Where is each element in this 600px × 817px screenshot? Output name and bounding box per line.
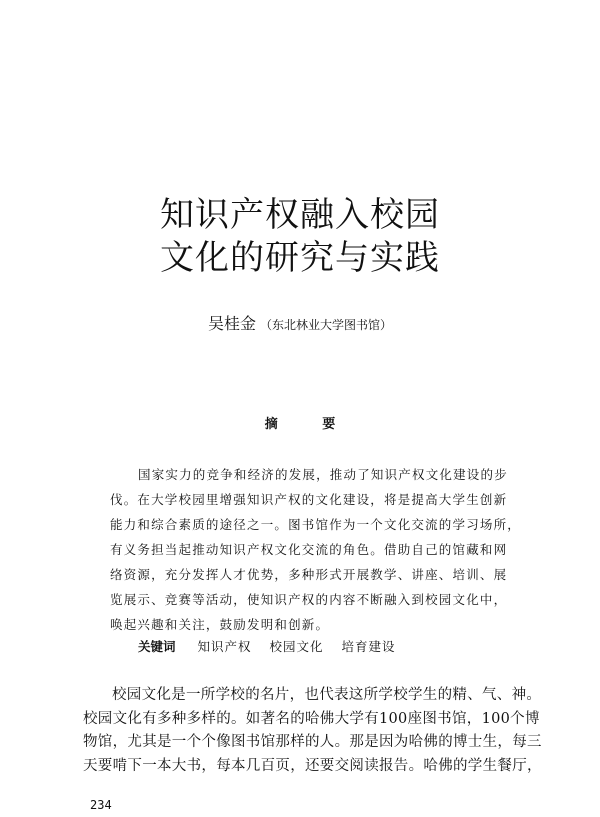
author-name: 吴桂金 (207, 314, 256, 333)
body-paragraph (83, 684, 542, 778)
body-line: 校园文化是一所学校的名片，也代表这所学校学生的精、气、神。 (112, 687, 542, 703)
page-number: 234 (90, 798, 112, 812)
abstract-line: 唤起兴趣和关注，鼓励发明和创新。 (110, 617, 330, 632)
keyword: 培育建设 (341, 639, 396, 654)
keywords-label: 关键词 (138, 639, 176, 654)
abstract-line: 伐。在大学校园里增强知识产权的文化建设，将是提高大学生创新 (110, 492, 508, 507)
abstract-line: 览展示、竞赛等活动，使知识产权的内容不断融入到校园文化中， (110, 592, 508, 607)
abstract-heading: 摘 要 (264, 417, 356, 432)
abstract-line: 能力和综合素质的途径之一。图书馆作为一个文化交流的学习场所， (110, 517, 522, 532)
author-line (0, 313, 600, 336)
body-line: 天要啃下一本大书，每本几百页，还要交阅读报告。哈佛的学生餐厅， (83, 757, 542, 774)
keyword: 知识产权 (197, 639, 252, 654)
author-affiliation: （东北林业大学图书馆） (260, 318, 393, 332)
keyword: 校园文化 (269, 639, 324, 654)
abstract-line: 国家实力的竞争和经济的发展，推动了知识产权文化建设的步 (138, 467, 508, 482)
abstract-line: 有义务担当起推动知识产权文化交流的角色。借助自己的馆藏和网 (110, 542, 508, 557)
abstract-line: 络资源，充分发挥人才优势，多种形式开展教学、讲座、培训、展 (110, 567, 508, 582)
paper-title-line-1: 知识产权融入校园 (160, 195, 440, 235)
body-line: 校园文化有多种多样的。如著名的哈佛大学有100座图书馆，100个博 (83, 710, 540, 727)
abstract-body (110, 462, 522, 637)
body-line: 物馆，尤其是一个个像图书馆那样的人。那是因为哈佛的博士生，每三 (83, 734, 542, 750)
paper-title-line-2: 文化的研究与实践 (160, 238, 440, 278)
keywords-line (138, 637, 410, 657)
